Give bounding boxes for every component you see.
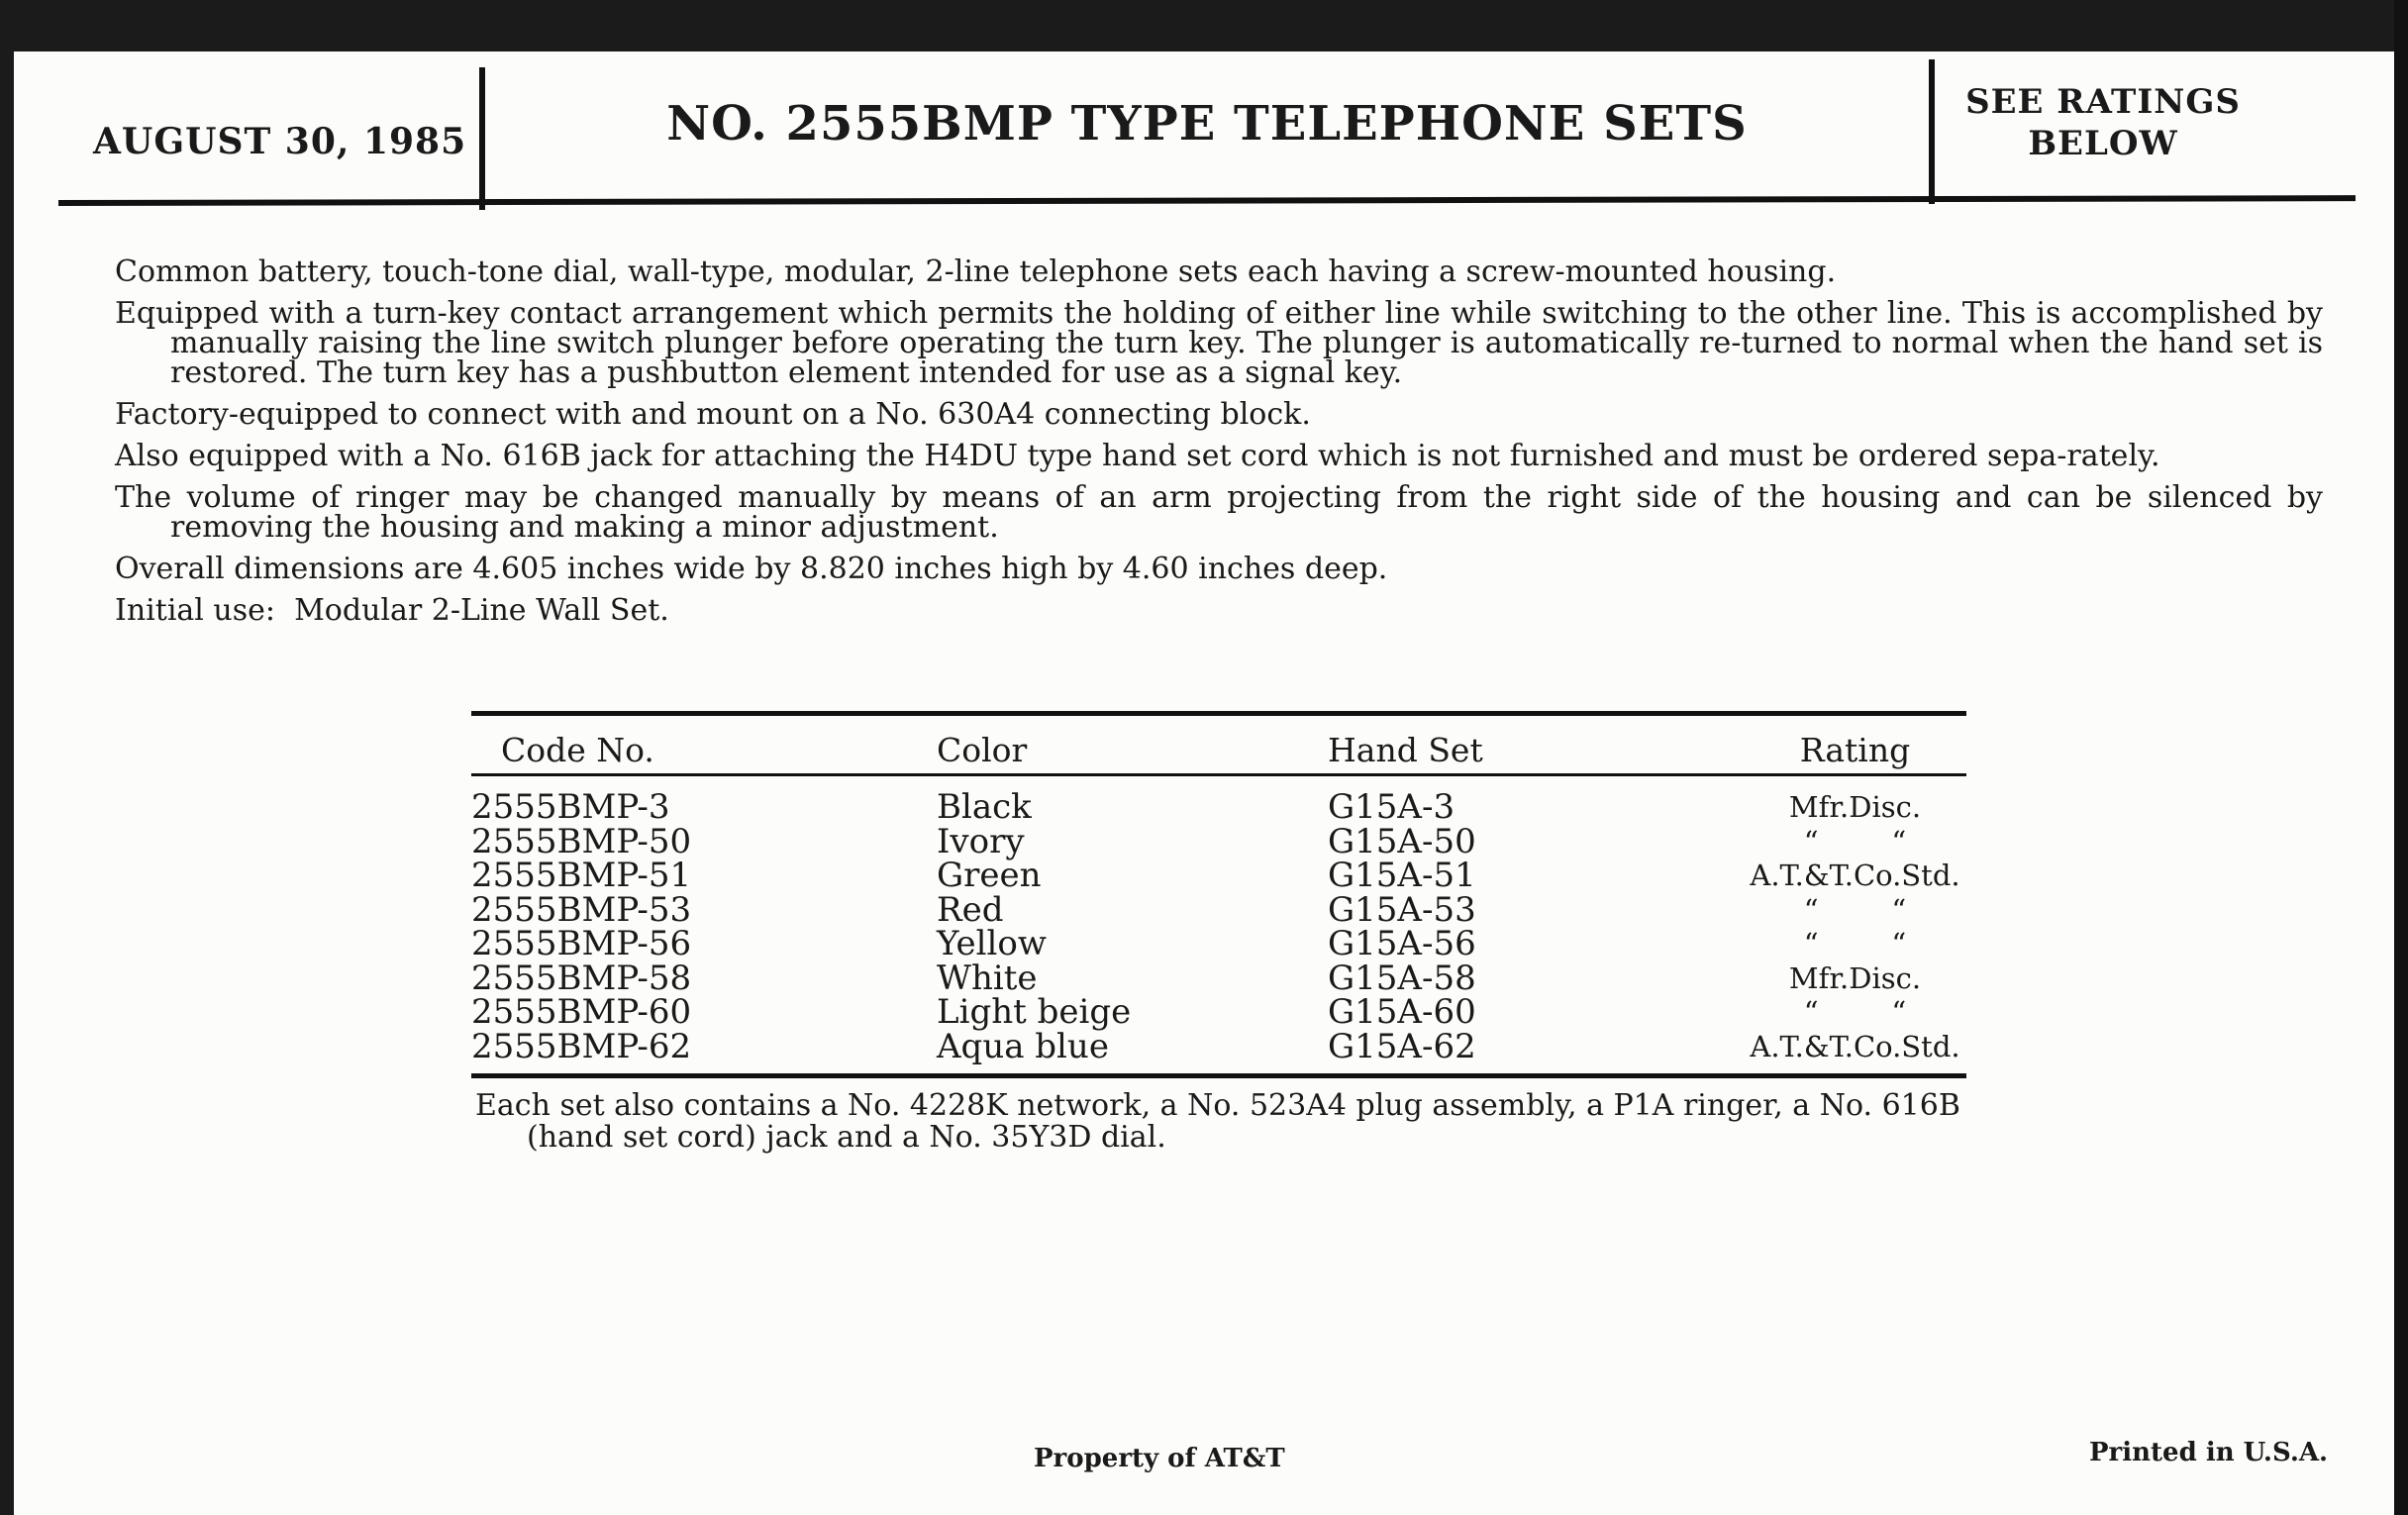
table-cell-rating: A.T.&T.Co.Std. [1750,1029,1960,1063]
code-table [471,711,1966,1154]
document-title: NO. 2555BMP TYPE TELEPHONE SETS [666,96,1748,152]
column-color [937,787,1328,1066]
table-cell-color: Aqua blue [937,1026,1109,1066]
header-code: Code No. [501,731,654,769]
table-cell-color: Yellow [937,924,1047,963]
paragraph-general: Common battery, touch-tone dial, wall-type, modular, 2-line telephone sets each having a screw-mounted housing. [115,254,1837,289]
printed-notice: Printed in U.S.A. [2089,1438,2329,1467]
table-bottom-rule [471,1073,1966,1078]
table-cell-color: Red [937,889,1004,930]
header-divider-left [479,67,485,210]
paragraph-jack: Also equipped with a No. 616B jack for attaching the H4DU type hand set cord which is not furnished and must be ordered sepa-rately. [115,439,2160,473]
table-cell-hand-set: G15A-60 [1328,992,1476,1032]
table-cell-hand-set: G15A-62 [1328,1026,1476,1066]
header-divider-right [1929,59,1935,204]
table-cell-color: Ivory [937,821,1025,861]
document-card [14,51,2394,1515]
table-cell-rating: “ “ [1803,927,1907,960]
header-rule [58,195,2356,206]
table-cell-color: Black [937,787,1032,827]
table-cell-hand-set: G15A-58 [1328,958,1476,998]
table-cell-rating: Mfr.Disc. [1788,790,1922,824]
column-code [471,787,937,1066]
table-cell-code: 2555BMP-56 [471,924,692,963]
ratings-note [1955,81,2252,164]
ratings-note-line1: SEE RATINGS [1965,82,2241,122]
header-hand-set: Hand Set [1328,731,1483,769]
column-hand-set [1328,787,1744,1066]
table-cell-hand-set: G15A-50 [1328,821,1476,861]
table-cell-code: 2555BMP-60 [471,992,692,1032]
table-cell-rating: A.T.&T.Co.Std. [1750,858,1960,892]
table-cell-color: Green [937,856,1042,895]
property-notice: Property of AT&T [1034,1444,1285,1473]
table-header-rule [471,773,1966,776]
table-cell-code: 2555BMP-3 [471,787,670,827]
document-date: AUGUST 30, 1985 [93,121,467,162]
paragraph-turn-key: Equipped with a turn-key contact arrangement which permits the holding of either line while switching to the other line. This is accomplished by manually raising the line switch plunger before operating the turn key. The plunger is automatically re-turned to normal when the hand set is restored. The turn key has a pushbutton element intended for use as a signal key. [115,296,2323,390]
table-cell-hand-set: G15A-56 [1328,924,1476,963]
table-footnote: Each set also contains a No. 4228K network, a No. 523A4 plug assembly, a P1A ringer, a No. 616B (hand set cord) jack and a No. 35Y3D dial. [475,1088,1960,1155]
paragraph-connecting-block: Factory-equipped to connect with and mount on a No. 630A4 connecting block. [115,397,1311,432]
table-cell-rating: “ “ [1803,995,1907,1029]
table-cell-rating: “ “ [1803,824,1907,858]
table-cell-code: 2555BMP-58 [471,958,692,998]
table-body [471,787,1966,1066]
table-cell-code: 2555BMP-62 [471,1026,692,1066]
header-color: Color [937,731,1028,769]
header-rating: Rating [1799,731,1911,769]
table-cell-hand-set: G15A-3 [1328,787,1455,827]
table-cell-code: 2555BMP-53 [471,889,692,930]
table-cell-hand-set: G15A-51 [1328,856,1476,895]
column-rating [1744,790,1966,1063]
table-cell-code: 2555BMP-51 [471,856,692,895]
table-cell-hand-set: G15A-53 [1328,889,1476,930]
scan-edge [2394,0,2408,1515]
description-body [115,254,2323,638]
table-header-row [471,716,1966,769]
ratings-note-line2: BELOW [2028,124,2178,163]
table-cell-code: 2555BMP-50 [471,821,692,861]
table-cell-rating: Mfr.Disc. [1788,960,1922,995]
table-cell-rating: “ “ [1803,892,1907,927]
paragraph-dimensions: Overall dimensions are 4.605 inches wide by 8.820 inches high by 4.60 inches deep. [115,552,1388,586]
paragraph-initial-use: Initial use: Modular 2-Line Wall Set. [115,593,669,628]
paragraph-ringer-volume: The volume of ringer may be changed manually by means of an arm projecting from the right side of the housing and can be silenced by removing the housing and making a minor adjustment. [115,480,2323,545]
table-cell-color: Light beige [937,992,1132,1032]
table-cell-color: White [937,958,1038,998]
